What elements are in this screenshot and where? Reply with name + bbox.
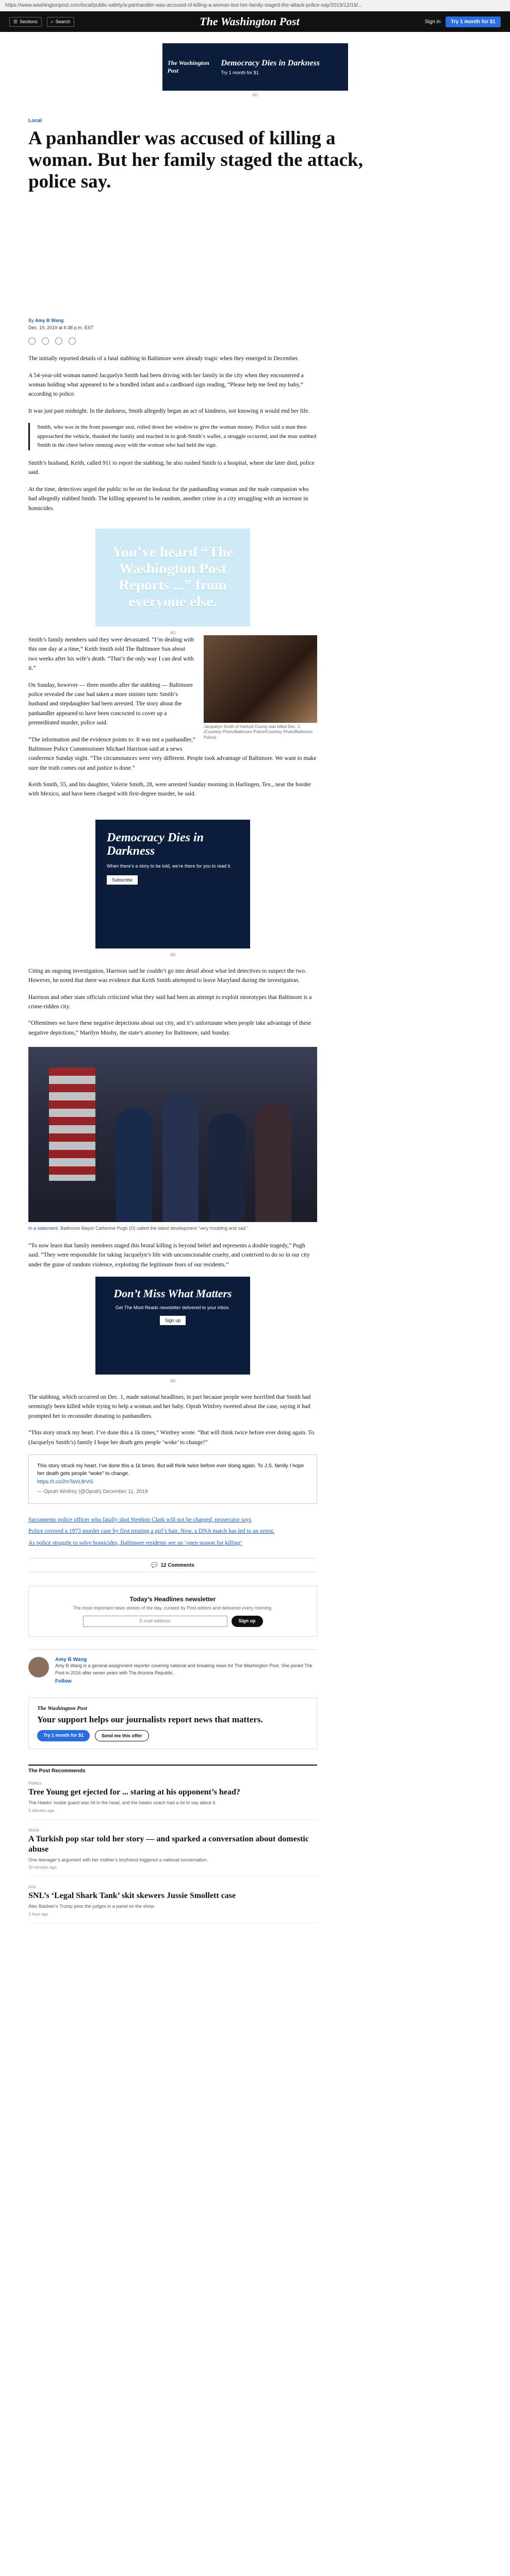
search-label: Search [55, 19, 71, 24]
story-time: 1 hour ago [28, 1911, 48, 1917]
flag-shape [49, 1067, 95, 1181]
author-bio: Amy B Wang is a general assignment reporter covering national and breaking news for The Washington Post. She joined The Post in 2016 after seven years with The Arizona Republic. [55, 1663, 312, 1675]
sections-button[interactable] [9, 17, 42, 27]
top-advertisement[interactable] [162, 43, 348, 91]
comments-count: 12 Comments [160, 1562, 195, 1568]
tweet-link[interactable]: https://t.co/2mTaVL8rVG [37, 1479, 93, 1485]
story-desc: One teenager’s argument with her mother’s boyfriend triggered a national conversation. [28, 1857, 208, 1862]
figure-shape [255, 1104, 291, 1222]
figure-shape [162, 1093, 199, 1222]
paragraph: Smith’s family members said they were devastated. “I’m dealing with this one day at a time,” Keith Smith told The Baltimore Sun about two weeks after his wife’s death. “That’s the only way I can deal with it.” [28, 636, 194, 672]
paragraph: Smith’s husband, Keith, called 911 to report the stabbing; he also rushed Smith to a hospital, where she later died, police said. [28, 460, 315, 476]
paragraph: The stabbing, which occurred on Dec. 1, made national headlines, in part because people were horrified that Smith had seemingly been killed while trying to help a woman and her baby. Oprah Winfrey tweeted about the case, saying it had prompted her to reconsider donating to panhandlers. [28, 1394, 311, 1419]
twitter-share-icon[interactable] [42, 337, 49, 345]
ad-label: AD [170, 952, 176, 957]
paragraph: At the time, detectives urged the public to be on the lookout for the panhandling woman and the male companion who had allegedly stabbed Smith. The killing appeared to be random, another crime in a city struggling with an increase in homicides. [28, 486, 309, 512]
menu-icon: ☰ [13, 19, 18, 24]
paragraph: Harrison and other state officials criticized what they said had been an attempt to exploit stereotypes that Baltimore is a crime-ridden city. [28, 994, 312, 1010]
inline-ad-text: You’ve heard “The Washington Post Reports ...” from everyone else. [112, 544, 234, 610]
sub-box-masthead: The Washington Post [37, 1705, 87, 1712]
story-title[interactable]: SNL’s ‘Legal Shark Tank’ skit skewers Jussie Smollett case [28, 1891, 236, 1901]
author-name-link[interactable]: Amy B Wang [55, 1657, 87, 1663]
paragraph: Keith Smith, 55, and his daughter, Valerie Smith, 28, were arrested Sunday morning in Harlingen, Tex., near the border with Mexico, and have been charged with first-degree murder, he said. [28, 782, 311, 798]
article-headline: A panhandler was accused of killing a woman. But her family staged the attack, police say. [28, 128, 363, 193]
paragraph: The initially reported details of a fatal stabbing in Baltimore were already tragic when they emerged in December. [28, 355, 299, 362]
statement-link[interactable]: In a statement, [28, 1226, 59, 1231]
paragraph: A 54-year-old woman named Jacquelyn Smith had been driving with her family in the city when they encountered a woman holding what appeared to be a bundled infant and a cardboard sign reading, “Please help me feed my baby,” according to police. [28, 372, 304, 398]
publish-date: Dec. 19, 2019 at 6:38 p.m. EST [28, 325, 94, 330]
paragraph: Citing an ongoing investigation, Harrison said he couldn’t go into detail about what led detectives to suspect the two. However, he noted that there was evidence that Keith Smith attempted to leave Maryland during the investigation. [28, 968, 306, 984]
author-link[interactable]: Amy B Wang [35, 317, 64, 323]
story-title[interactable]: A Turkish pop star told her story — and sparked a conversation about domestic abuse [28, 1834, 309, 1854]
facebook-share-icon[interactable] [28, 337, 36, 345]
share-row [28, 337, 317, 345]
story-item[interactable] [28, 1828, 317, 1877]
victim-photo-image [204, 635, 317, 723]
comment-bubble-icon: 💬 [151, 1562, 158, 1568]
story-item[interactable] [28, 1885, 317, 1923]
related-link[interactable]: As police struggle to solve homicides, Baltimore residents see an ‘open season for killing’ [28, 1539, 243, 1546]
byline [28, 317, 317, 332]
site-header [0, 11, 510, 32]
story-title[interactable]: Tree Young get ejected for ... staring at his opponent’s head? [28, 1788, 240, 1797]
newsletter-title: Today’s Headlines newsletter [129, 1596, 216, 1603]
paragraph: “To now learn that family members staged this brutal killing is beyond belief and represents a double tragedy,” Pugh said. “They were responsible for taking Jacquelyn’s life with unconscionable cruelty, and contrived to do so in our city under the guise of random violence, exploiting the legitimate fears of our residents.” [28, 1242, 310, 1268]
browser-url-bar[interactable]: https://www.washingtonpost.com/local/public-safety/a-panhandler-was-accused-of-killing-a-woman-but-her-family-staged-the-attack-police-say/2019/12/19/... [0, 0, 510, 11]
try-offer-button[interactable]: Try 1 month for $1 [37, 1730, 90, 1741]
story-time: 30 minutes ago [28, 1865, 57, 1870]
tweet-text: This story struck my heart. I’ve done this a 1k times. But will think twice before ever doing again. To J.S. family I hope her death gets people “woke” to change. [37, 1463, 304, 1477]
newsletter-signup-button[interactable]: Sign up [232, 1616, 263, 1627]
search-icon: ⌕ [51, 19, 54, 24]
paragraph: On Sunday, however — three months after the stabbing — Baltimore police revealed the case had taken a more sinister turn: Smith’s husband and stepdaughter had been arrested. The story about the panhandler appeared to have been concocted to cover up a premeditated murder, police said. [28, 682, 193, 726]
comment-icon[interactable] [69, 337, 76, 345]
ad-masthead: The Washington Post [167, 59, 209, 74]
story-desc: The Hawks’ rookie guard was hit in the head, and the hawks coach had a lot to say about it. [28, 1800, 217, 1806]
follow-link[interactable]: Follow [55, 1679, 72, 1685]
email-input[interactable]: E-mail address [83, 1616, 227, 1627]
text-ad-button[interactable]: Sign up [160, 1316, 186, 1325]
text-ad-title: Don’t Miss What Matters [113, 1286, 232, 1300]
article [28, 118, 363, 1923]
story-kicker: Politics [28, 1781, 42, 1786]
story-time: 5 minutes ago [28, 1808, 55, 1813]
mid-ad-button[interactable]: Subscribe [107, 875, 138, 885]
mid-ad-title: Democracy Dies in Darkness [107, 831, 204, 858]
subscribe-button[interactable]: Try 1 month for $1 [446, 16, 501, 27]
newsletter-signup [28, 1586, 317, 1637]
ad-label: AD [170, 1378, 176, 1383]
subscription-box [28, 1698, 317, 1749]
story-kicker: Arts [28, 1885, 36, 1890]
newsletter-advertisement[interactable] [95, 1277, 250, 1375]
related-link[interactable]: Police covered a 1973 murder case by first treating a girl’s hair. Now, a DNA match has led to an arrest. [28, 1528, 275, 1535]
ad-headline: Democracy Dies in Darkness [221, 59, 320, 67]
press-conference-photo [28, 1047, 317, 1222]
article-kicker[interactable]: Local [28, 118, 42, 124]
email-share-icon[interactable] [55, 337, 62, 345]
related-links [28, 1515, 317, 1548]
tweet-signature: — Oprah Winfrey (@Oprah) December 11, 2019 [37, 1489, 148, 1495]
sign-in-link[interactable]: Sign in [424, 19, 441, 25]
hero-space [28, 193, 317, 317]
author-box [28, 1649, 317, 1684]
text-ad-desc: Get The Most Reads newsletter delivered to your inbox. [116, 1305, 230, 1311]
story-item[interactable] [28, 1781, 317, 1820]
sub-box-title: Your support helps our journalists report news that matters. [37, 1715, 263, 1725]
figure-shape [116, 1109, 152, 1222]
victim-photo-caption: Jacquelyn Smith of Harford County was killed Dec. 1. (Courtesy Photo/Baltimore Police/Courtesy Photo/Baltimore Police) [204, 724, 313, 740]
ad-label: AD [170, 630, 176, 635]
mid-ad-desc: When there’s a story to be told, we’re there for you to read it. [107, 863, 232, 869]
more-stories-heading: The Post Recommends [28, 1765, 317, 1774]
tweet-embed[interactable] [28, 1454, 317, 1504]
story-desc: Alec Baldwin’s Trump joins the judges in a panel on the show. [28, 1904, 155, 1909]
ad-label: AD [252, 93, 258, 97]
masthead-logo[interactable]: The Washington Post [200, 15, 300, 28]
photo-caption-text: Baltimore Mayor Catherine Pugh (D) called the latest development “very troubling and sad.” [60, 1226, 249, 1231]
comments-button[interactable] [28, 1558, 317, 1572]
paragraph: “Oftentimes we have these negative depictions about our city, and it’s unfortunate when people take advantage of these negative depictions,” Marilyn Mosby, the state’s attorney for Baltimore, said Sunday. [28, 1020, 311, 1036]
victim-photo [204, 635, 317, 740]
photo-caption [28, 1225, 317, 1232]
send-offer-button[interactable]: Send me this offer [95, 1730, 149, 1741]
figure-shape [209, 1114, 245, 1222]
related-link[interactable]: Sacramento police officer who fatally shot Stephon Clark will not be charged, prosecutor says [28, 1516, 252, 1523]
inline-advertisement[interactable] [95, 529, 250, 626]
paragraph: It was just past midnight. In the darkness, Smith allegedly began an act of kindness, not knowing it would end her life. [28, 408, 310, 414]
story-kicker: World [28, 1827, 39, 1833]
byline-prefix: By [28, 317, 34, 323]
author-avatar [28, 1657, 49, 1677]
blockquote: Smith, who was in the front passenger seat, rolled down her window to give the woman money. Police said a man then approached the vehicle, thanked the family and reached in to grab Smith’s wallet, a struggle occurred, and the man stabbed Smith in the chest before running away with the woman who had held the sign. [28, 423, 317, 450]
newsletter-desc: The most important news stories of the day, curated by Post editors and delivered every morning. [73, 1605, 273, 1611]
sections-label: Sections [20, 19, 38, 24]
search-button[interactable] [47, 17, 75, 27]
ad-offer: Try 1 month for $1 [221, 70, 259, 75]
paragraph: “This story struck my heart. I’ve done this a 1k times,” Winfrey wrote. “But will think twice before ever doing again. To (Jacquelyn Smith’s) family I hope her death gets people ‘woke’ to change!” [28, 1430, 315, 1446]
mid-advertisement[interactable] [95, 820, 250, 948]
paragraph: “The information and the evidence points to: It was not a panhandler,” Baltimore Police Commissioner Michael Harrison said at a news conference Sunday night. “The circumstances were very different. People took advantage of Baltimore. We want to make sure the truth comes out and justice is done.” [28, 736, 317, 771]
